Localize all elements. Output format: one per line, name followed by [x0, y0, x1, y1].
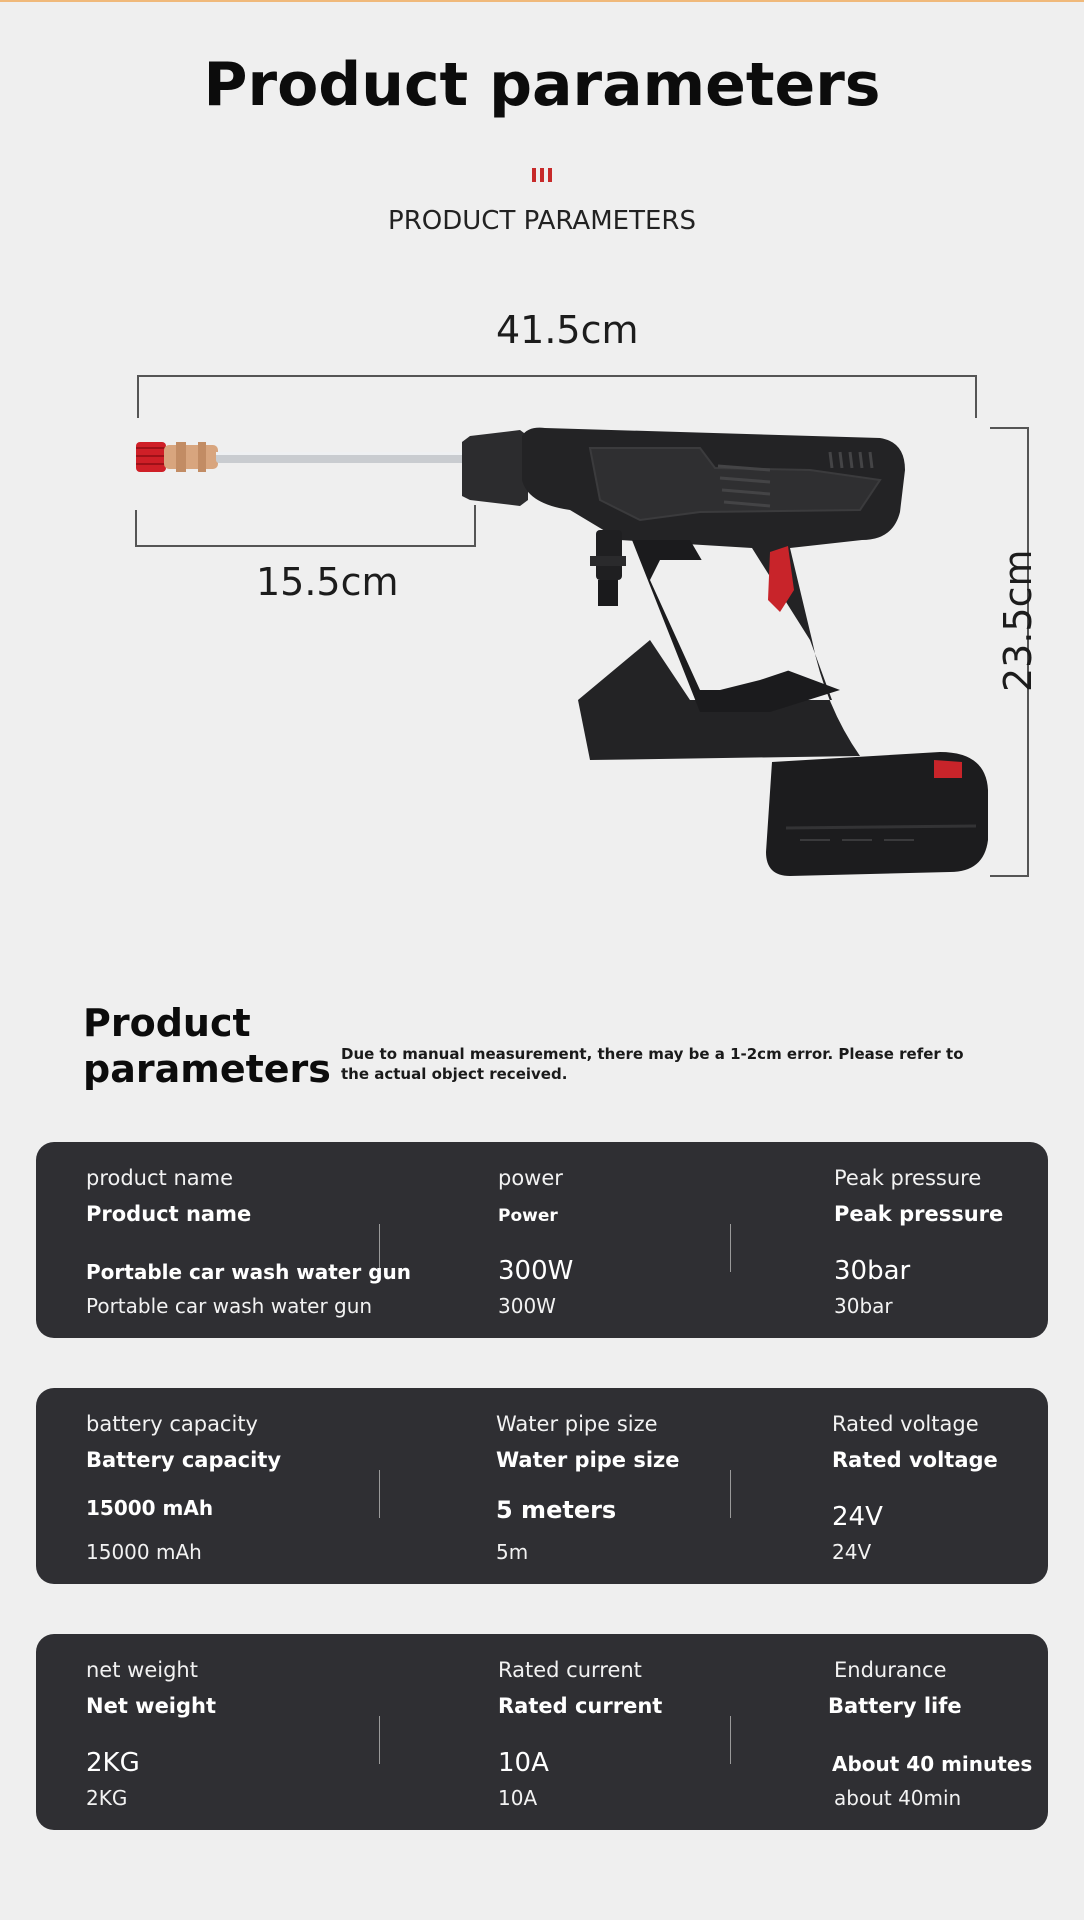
param-label-bold: Net weight — [86, 1694, 217, 1718]
param-value-small: 10A — [498, 1786, 538, 1810]
param-value: 300W — [498, 1256, 574, 1286]
param-label: net weight — [86, 1658, 198, 1682]
brass-connector — [164, 445, 218, 469]
param-value-small: Portable car wash water gun — [86, 1294, 373, 1318]
section-title: Product parameters — [83, 1001, 331, 1091]
hose-connector — [596, 530, 622, 580]
param-value: Portable car wash water gun — [86, 1260, 411, 1284]
page-subtitle: PRODUCT PARAMETERS — [388, 206, 696, 236]
param-value: 2KG — [86, 1748, 140, 1778]
param-label-bold: Battery life — [828, 1694, 962, 1718]
param-label-bold: Water pipe size — [496, 1448, 680, 1472]
param-value-small: 30bar — [834, 1294, 893, 1318]
param-value: 10A — [498, 1748, 549, 1778]
param-value: 5 meters — [496, 1496, 617, 1524]
param-label: product name — [86, 1166, 233, 1190]
param-value: 24V — [832, 1502, 883, 1532]
param-label: power — [498, 1166, 563, 1190]
param-value-small: about 40min — [834, 1786, 962, 1810]
param-value: 15000 mAh — [86, 1496, 214, 1520]
water-gun-illustration — [0, 0, 1084, 900]
param-value-small: 15000 mAh — [86, 1540, 202, 1564]
param-label-bold: Rated current — [498, 1694, 663, 1718]
param-label-bold: Peak pressure — [834, 1202, 1004, 1226]
divider — [730, 1716, 731, 1764]
param-label-bold: Battery capacity — [86, 1448, 282, 1472]
length-dimension: 41.5cm — [496, 308, 639, 352]
nozzle-brush — [136, 442, 166, 472]
param-label: Peak pressure — [834, 1166, 982, 1190]
param-label: Rated voltage — [832, 1412, 979, 1436]
divider — [379, 1470, 380, 1518]
divider — [730, 1470, 731, 1518]
param-value: 30bar — [834, 1256, 911, 1286]
param-label-bold: Power — [498, 1206, 558, 1226]
param-label: Water pipe size — [496, 1412, 658, 1436]
page-title: Product parameters — [203, 50, 881, 120]
param-value-small: 2KG — [86, 1786, 128, 1810]
param-label: Rated current — [498, 1658, 642, 1682]
height-dimension: 23.5cm — [996, 549, 1040, 692]
param-value-small: 24V — [832, 1540, 872, 1564]
params-card — [36, 1142, 1048, 1338]
params-card — [36, 1388, 1048, 1584]
param-label: battery capacity — [86, 1412, 258, 1436]
gun-head — [462, 430, 528, 506]
params-card — [36, 1634, 1048, 1830]
nozzle-dimension: 15.5cm — [256, 560, 399, 604]
param-value-small: 300W — [498, 1294, 556, 1318]
measurement-disclaimer: Due to manual measurement, there may be a 1-2cm error. Please refer to the actual object received. — [341, 1045, 964, 1083]
param-value: About 40 minutes — [832, 1752, 1033, 1776]
divider — [379, 1716, 380, 1764]
param-label-bold: Rated voltage — [832, 1448, 998, 1472]
param-label: Endurance — [834, 1658, 947, 1682]
param-label-bold: Product name — [86, 1202, 252, 1226]
param-value-small: 5m — [496, 1540, 529, 1564]
divider — [730, 1224, 731, 1272]
